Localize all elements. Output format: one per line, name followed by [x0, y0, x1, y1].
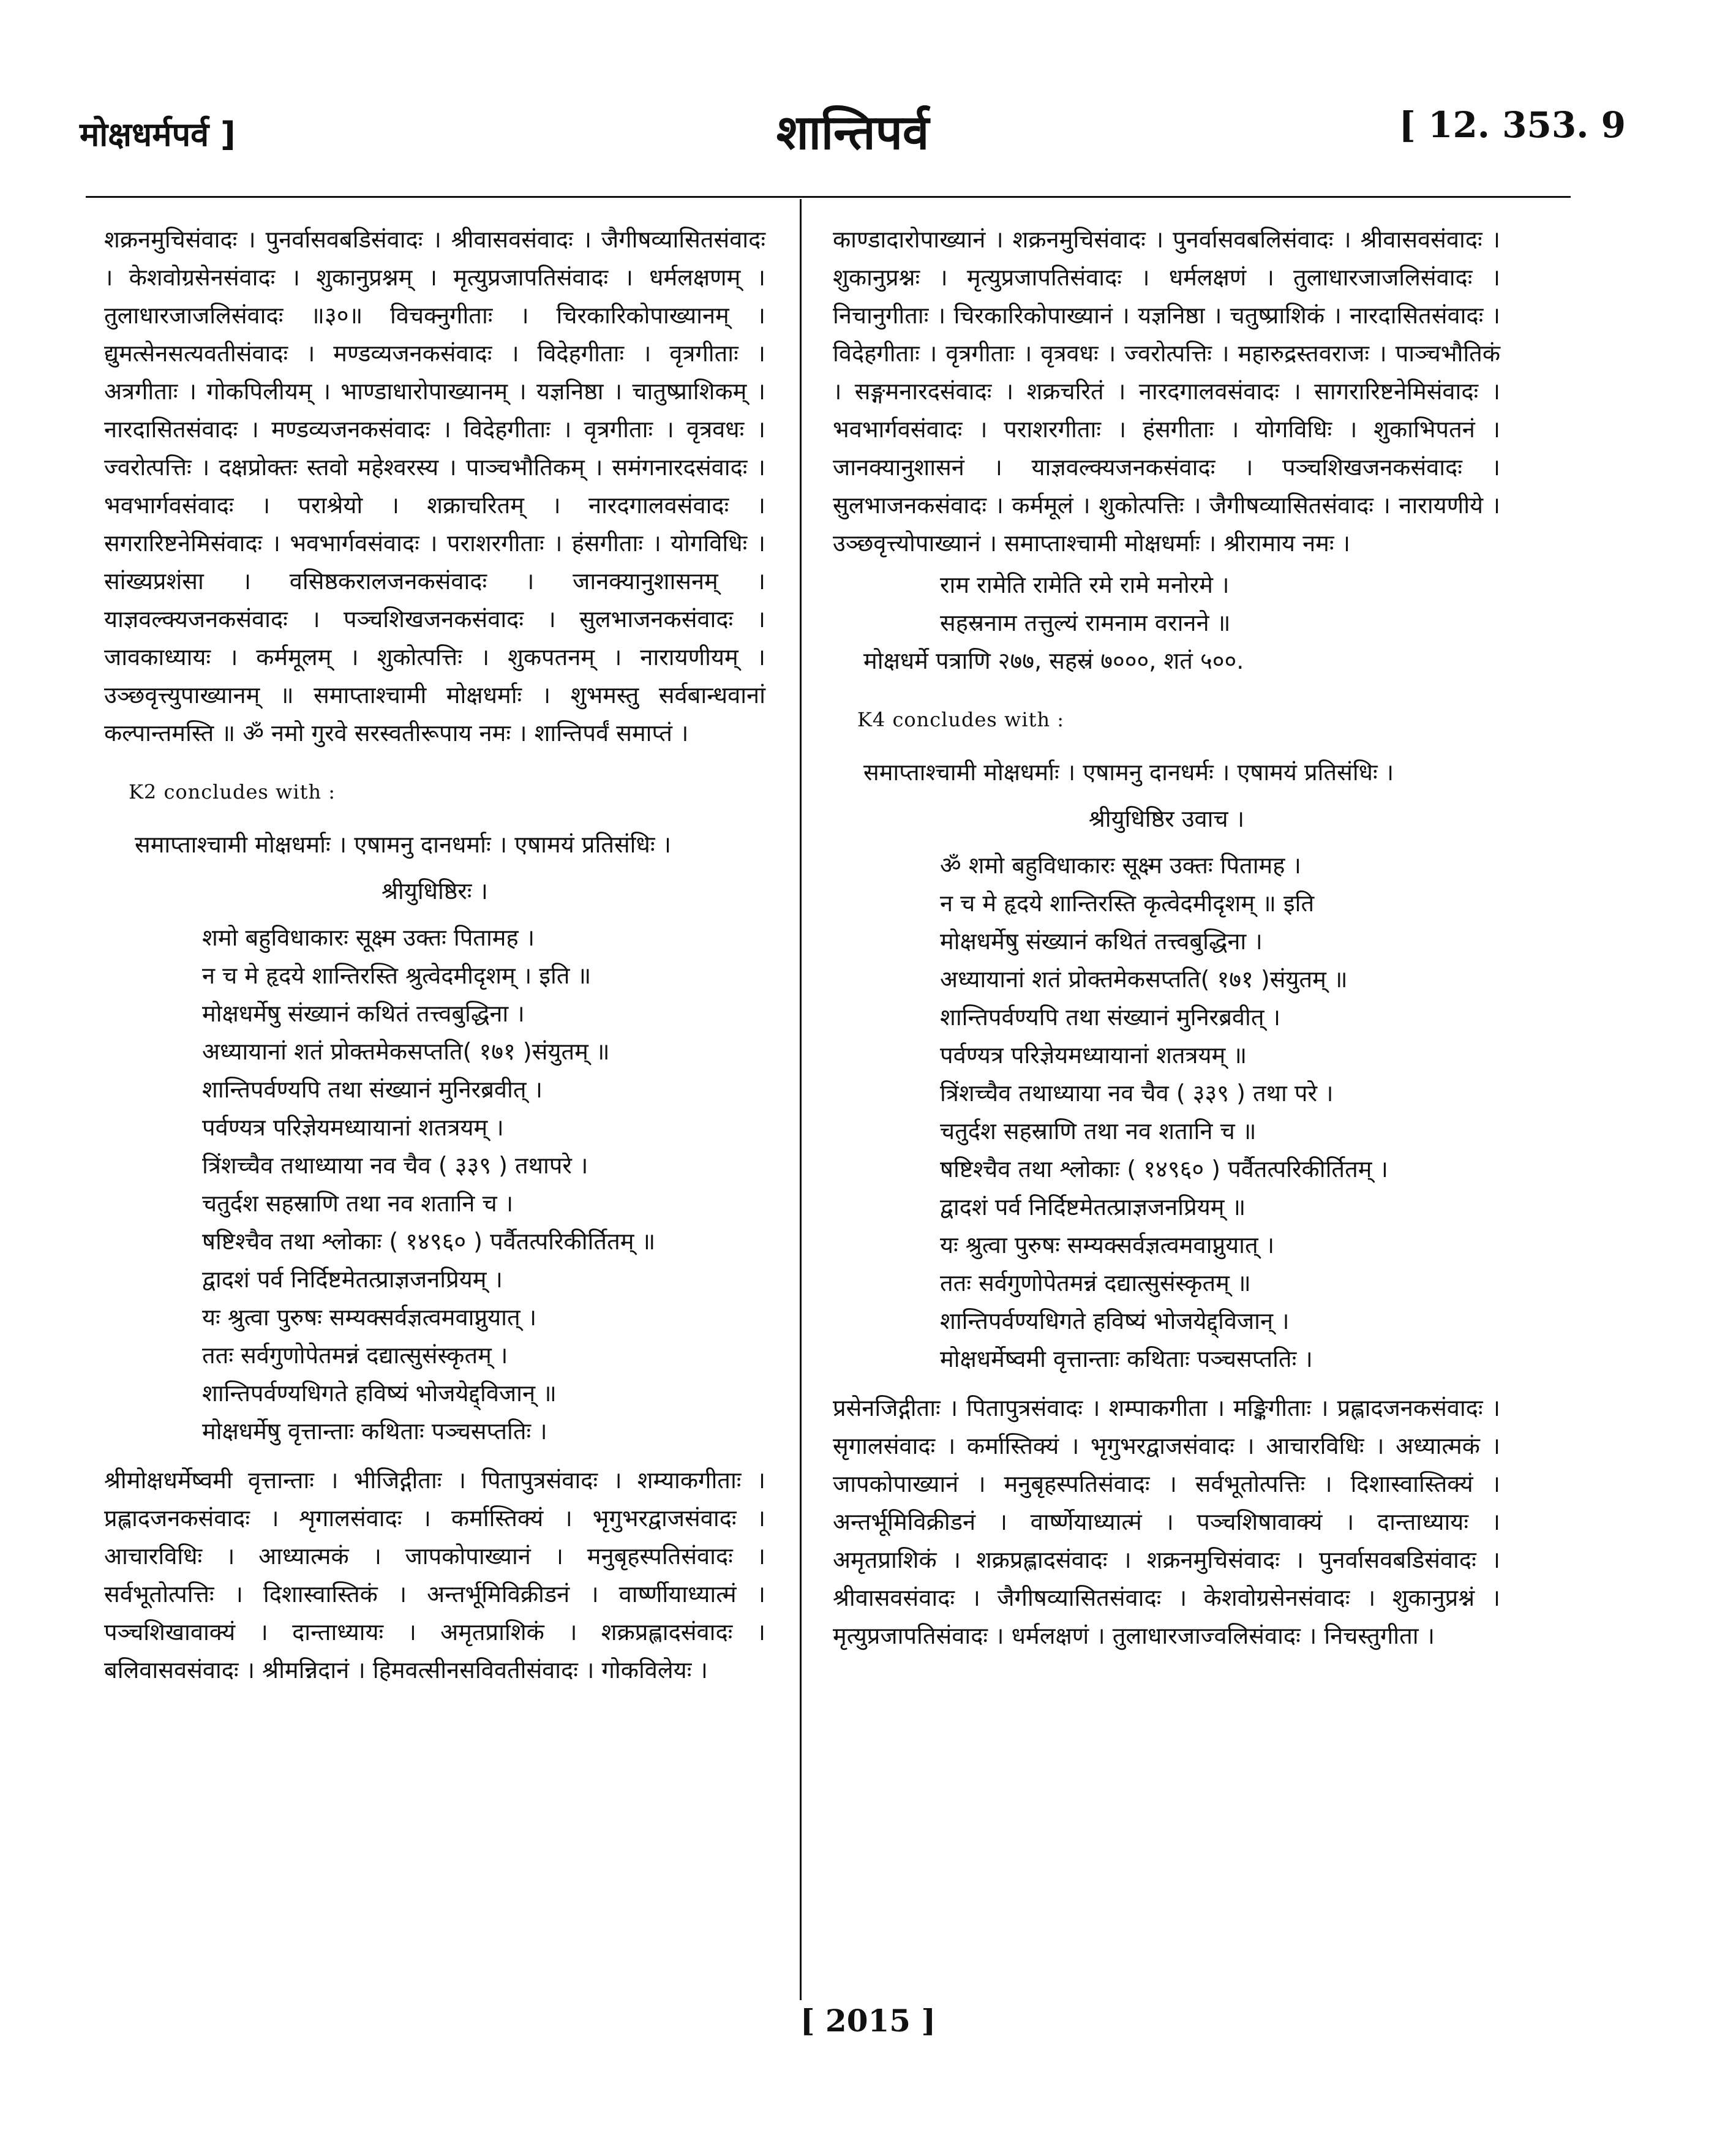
book-title: शान्तिपर्व	[776, 105, 930, 160]
right-prose-2: समाप्ताश्चामी मोक्षधर्माः । एषामनु दानधर्मः । एषामयं प्रतिसंधिः ।	[863, 759, 1394, 786]
verse-line: षष्टिश्चैव तथा श्लोकाः ( १४९६० ) पर्वैतत्परिकीर्तितम् ।	[940, 1156, 1388, 1183]
verse-reference: [ 12. 353. 9	[1399, 104, 1626, 146]
verse-line: ॐ शमो बहुविधाकारः सूक्ष्म उक्तः पितामह ।	[940, 852, 1301, 879]
k4-label: K4 concludes with :	[857, 708, 1065, 731]
right-prose-1: काण्डादारोपाख्यानं । शक्रनमुचिसंवादः । पुनर्वासवबलिसंवादः । श्रीवासवसंवादः । शुकानुप्रश्नः । मृत्युप्रजापतिसंवादः । धर्मलक्षणं । तुलाधारजाजलिसंवादः । निचानुगीताः । चिरकारिकोपाख्यानं । यज्ञनिष्ठा । चतुष्प्राशिकं । नारदासितसंवादः । विदेहगीताः । वृत्रगीताः । वृत्रवधः । ज्वरोत्पत्तिः । महारुद्रस्तवराजः । पाञ्चभौतिकं । सङ्गमनारदसंवादः । शक्रचरितं । नारदगालवसंवादः । सागरारिष्टनेमिसंवादः । भवभार्गवसंवादः । पराशरगीताः । हंसगीताः । योगविधिः । शुकाभिपतनं । जानक्यानुशासनं । याज्ञवल्क्यजनकसंवादः । पञ्चशिखजनकसंवादः । सुलभाजनकसंवादः । कर्ममूलं । शुकोत्पत्तिः । जैगीषव्यासितसंवादः । नारायणीये । उञ्छवृत्त्योपाख्यानं । समाप्ताश्चामी मोक्षधर्माः । श्रीरामाय नमः ।	[833, 226, 1500, 557]
verse-line: चतुर्दश सहस्राणि तथा नव शतानि च ॥	[940, 1118, 1257, 1145]
verse-line: द्वादशं पर्व निर्दिष्टमेतत्प्राज्ञजनप्रियम् ॥	[940, 1194, 1246, 1221]
left-column	[104, 220, 765, 1693]
verse-line: मोक्षधर्मेषु संख्यानं कथितं तत्त्वबुद्धिना ।	[202, 1000, 525, 1027]
page-number: [ 2015 ]	[800, 2003, 936, 2039]
right-verse-block-b	[833, 846, 1500, 1378]
verse-line: सहस्रनाम तत्तुल्यं रामनाम वरानने ॥	[940, 609, 1231, 636]
left-prose-2: समाप्ताश्चामी मोक्षधर्माः । एषामनु दानधर्माः । एषामयं प्रतिसंधिः ।	[135, 831, 672, 858]
verse-line: शान्तिपर्वण्यधिगते हविष्यं भोजयेद्द्विजान् ॥	[202, 1380, 557, 1407]
right-prose-3: प्रसेनजिद्गीताः । पितापुत्रसंवादः । शम्पाकगीता । मङ्किगीताः । प्रह्लादजनकसंवादः । सृगालसंवादः । कर्मास्तिक्यं । भृगुभरद्वाजसंवादः । आचारविधिः । अध्यात्मकं । जापकोपाख्यानं । मनुबृहस्पतिसंवादः । सर्वभूतोत्पत्तिः । दिशास्वास्तिक्यं । अन्तर्भूमिविक्रीडनं । वार्ष्णेयाध्यात्मं । पञ्चशिषावाक्यं । दान्ताध्यायः । अमृतप्राशिकं । शक्रप्रह्लादसंवादः । शक्रनमुचिसंवादः । पुनर्वासवबडिसंवादः । श्रीवासवसंवादः । जैगीषव्यासितसंवादः । केशवोग्रसेनसंवादः । शुकानुप्रश्नं । मृत्युप्रजापतिसंवादः । धर्मलक्षणं । तुलाधारजाज्वलिसंवादः । निचस्तुगीता ।	[833, 1394, 1500, 1649]
folio-count-line: मोक्षधर्मे पत्राणि २७७, सहस्रं ७०००, शतं ५००.	[863, 647, 1244, 674]
verse-line: यः श्रुत्वा पुरुषः सम्यक्सर्वज्ञत्वमवाप्नुयात् ।	[940, 1232, 1275, 1259]
verse-line: षष्टिश्चैव तथा श्लोकाः ( १४९६० ) पर्वैतत्परिकीर्तितम् ॥	[202, 1228, 656, 1255]
header-rule	[86, 196, 1571, 198]
column-divider	[800, 199, 802, 2000]
verse-line: त्रिंशच्चैव तथाध्याया नव चैव ( ३३९ ) तथापरे ।	[202, 1152, 588, 1179]
verse-line: शमो बहुविधाकारः सूक्ष्म उक्तः पितामह ।	[202, 924, 535, 951]
verse-line: पर्वण्यत्र परिज्ञेयमध्यायानां शतत्रयम् ॥	[940, 1042, 1247, 1069]
verse-line: मोक्षधर्मेषु वृत्तान्ताः कथिताः पञ्चसप्ततिः ।	[202, 1418, 547, 1445]
k2-label: K2 concludes with :	[129, 780, 336, 803]
left-verse-block	[104, 919, 765, 1450]
right-verse-block-a	[833, 566, 1500, 642]
verse-line: यः श्रुत्वा पुरुषः सम्यक्सर्वज्ञत्वमवाप्नुयात् ।	[202, 1304, 537, 1331]
verse-line: शान्तिपर्वण्यधिगते हविष्यं भोजयेद्द्विजान् ।	[940, 1308, 1290, 1334]
verse-line: चतुर्दश सहस्राणि तथा नव शतानि च ।	[202, 1190, 514, 1217]
left-speaker: श्रीयुधिष्ठिरः ।	[381, 878, 488, 905]
verse-line: ततः सर्वगुणोपेतमन्नं दद्यात्सुसंस्कृतम् ।	[202, 1342, 508, 1369]
verse-line: अध्यायानां शतं प्रोक्तमेकसप्तति( १७१ )संयुतम् ॥	[202, 1038, 610, 1065]
verse-line: ततः सर्वगुणोपेतमन्नं दद्यात्सुसंस्कृतम् ॥	[940, 1270, 1251, 1296]
section-title: मोक्षधर्मपर्व ]	[80, 115, 236, 154]
running-header	[80, 92, 1626, 159]
left-prose-3: श्रीमोक्षधर्मेष्वमी वृत्तान्ताः । भीजिद्गीताः । पितापुत्रसंवादः । शम्याकगीताः । प्रह्लादजनकसंवादः । शृगालसंवादः । कर्मास्तिक्यं । भृगुभरद्वाजसंवादः । आचारविधिः । आध्यात्मकं । जापकोपाख्यानं । मनुबृहस्पतिसंवादः । सर्वभूतोत्पत्तिः । दिशास्वास्तिकं । अन्तर्भूमिविक्रीडनं । वार्ष्णीयाध्यात्मं । पञ्चशिखावाक्यं । दान्ताध्यायः । अमृतप्राशिकं । शक्रप्रह्लादसंवादः । बलिवासवसंवादः । श्रीमन्निदानं । हिमवत्सीनसविवतीसंवादः । गोकविलेयः ।	[104, 1467, 765, 1684]
verse-line: शान्तिपर्वण्यपि तथा संख्यानं मुनिरब्रवीत् ।	[940, 1004, 1281, 1031]
verse-line: राम रामेति रामेति रमे रामे मनोरमे ।	[940, 571, 1230, 598]
verse-line: मोक्षधर्मेषु संख्यानं कथितं तत्त्वबुद्धिना ।	[940, 928, 1263, 955]
verse-line: द्वादशं पर्व निर्दिष्टमेतत्प्राज्ञजनप्रियम् ।	[202, 1266, 503, 1293]
verse-line: त्रिंशच्चैव तथाध्याया नव चैव ( ३३९ ) तथा परे ।	[940, 1080, 1334, 1107]
right-column	[833, 220, 1500, 1658]
verse-line: न च मे हृदये शान्तिरस्ति कृत्वेदमीदृशम् ॥ इति	[940, 890, 1315, 917]
verse-line: मोक्षधर्मेष्वमी वृत्तान्ताः कथिताः पञ्चसप्ततिः ।	[940, 1345, 1313, 1372]
verse-line: पर्वण्यत्र परिज्ञेयमध्यायानां शतत्रयम् ।	[202, 1114, 504, 1141]
verse-line: अध्यायानां शतं प्रोक्तमेकसप्तति( १७१ )संयुतम् ॥	[940, 966, 1348, 993]
verse-line: शान्तिपर्वण्यपि तथा संख्यानं मुनिरब्रवीत् ।	[202, 1076, 543, 1103]
right-speaker: श्रीयुधिष्ठिर उवाच ।	[1088, 805, 1245, 832]
left-prose-1: शक्रनमुचिसंवादः । पुनर्वासवबडिसंवादः । श्रीवासवसंवादः । जैगीषव्यासितसंवादः । केशवोग्रसेनसंवादः । शुकानुप्रश्नम् । मृत्युप्रजापतिसंवादः । धर्मलक्षणम् । तुलाधारजाजलिसंवादः ॥३०॥ विचक्नुगीताः । चिरकारिकोपाख्यानम् । द्युमत्सेनसत्यवतीसंवादः । मण्डव्यजनकसंवादः । विदेहगीताः । वृत्रगीताः । अत्रगीताः । गोकपिलीयम् । भाण्डाधारोपाख्यानम् । यज्ञनिष्ठा । चातुष्प्राशिकम् । नारदासितसंवादः । मण्डव्यजनकसंवादः । विदेहगीताः । वृत्रगीताः । वृत्रवधः । ज्वरोत्पत्तिः । दक्षप्रोक्तः स्तवो महेश्वरस्य । पाञ्चभौतिकम् । समंगनारदसंवादः । भवभार्गवसंवादः । पराश्रेयो । शक्राचरितम् । नारदगालवसंवादः । सगरारिष्टनेमिसंवादः । भवभार्गवसंवादः । पराशरगीताः । हंसगीताः । योगविधिः । सांख्यप्रशंसा । वसिष्ठकरालजनकसंवादः । जानक्यानुशासनम् । याज्ञवल्क्यजनकसंवादः । पञ्चशिखजनकसंवादः । सुलभाजनकसंवादः । जावकाध्यायः । कर्ममूलम् । शुकोत्पत्तिः । शुकपतनम् । नारायणीयम् । उञ्छवृत्त्युपाख्यानम् ॥ समाप्ताश्चामी मोक्षधर्माः । शुभमस्तु सर्वबान्धवानां कल्पान्तमस्ति ॥ ॐ नमो गुरवे सरस्वतीरूपाय नमः । शान्तिपर्वं समाप्तं ।	[104, 226, 765, 747]
verse-line: न च मे हृदये शान्तिरस्ति श्रुत्वेदमीदृशम् । इति ॥	[202, 962, 592, 989]
